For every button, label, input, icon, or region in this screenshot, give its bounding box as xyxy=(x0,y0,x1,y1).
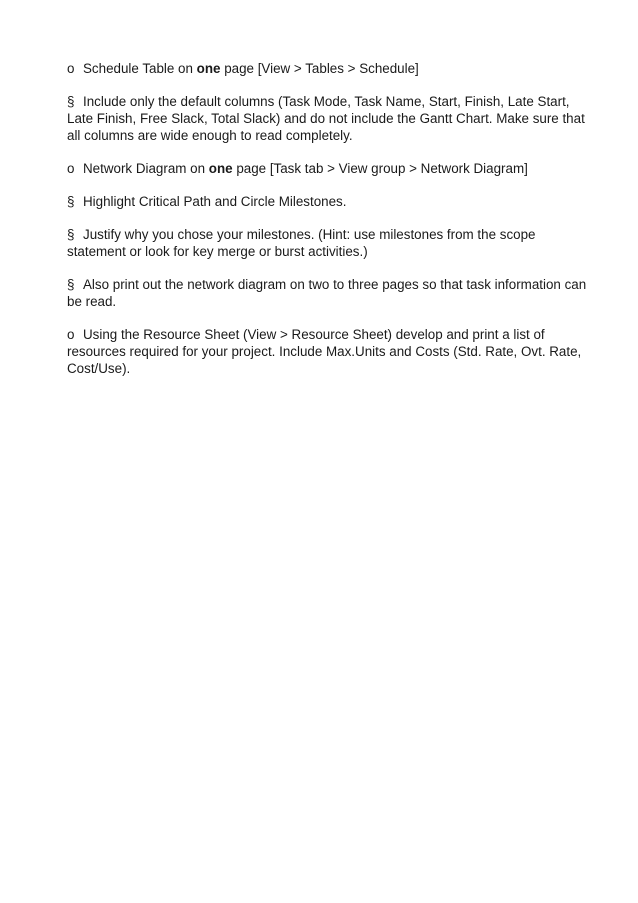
bold-text: one xyxy=(196,61,221,76)
list-item-critical-path xyxy=(67,193,587,210)
list-item-schedule-table xyxy=(67,60,587,77)
paragraph-text: Highlight Critical Path and Circle Milestones. xyxy=(83,194,347,209)
section-marker: § xyxy=(67,277,75,292)
paragraph-text: Also print out the network diagram on two to three pages so that task information can be read. xyxy=(67,277,587,309)
paragraph-text: Justify why you chose your milestones. (Hint: use milestones from the scope statement or look for key merge or burst activities.) xyxy=(67,227,536,259)
section-marker: § xyxy=(67,227,75,242)
section-marker: § xyxy=(67,94,75,109)
paragraph-text: page [Task tab > View group > Network Diagram] xyxy=(232,161,528,176)
paragraph-text: Using the Resource Sheet (View > Resource Sheet) develop and print a list of resources required for your project. Include Max.Units and Costs (Std. Rate, Ovt. Rate, Cost/Use). xyxy=(67,327,582,376)
bold-text: one xyxy=(208,161,233,176)
paragraph-text: page [View > Tables > Schedule] xyxy=(220,61,419,76)
list-item-print-network xyxy=(67,276,587,310)
section-marker: § xyxy=(67,194,75,209)
list-item-default-columns xyxy=(67,93,587,144)
list-item-network-diagram xyxy=(67,160,587,177)
bullet-marker: o xyxy=(67,327,75,342)
list-item-resource-sheet xyxy=(67,326,587,377)
paragraph-text: Include only the default columns (Task Mode, Task Name, Start, Finish, Late Start, Late Finish, Free Slack, Total Slack) and do not include the Gantt Chart. Make sure that all columns are wide enough to read completely. xyxy=(67,94,585,143)
document-body xyxy=(67,60,587,393)
paragraph-text: Schedule Table on xyxy=(83,61,197,76)
list-item-justify-milestones xyxy=(67,226,587,260)
bullet-marker: o xyxy=(67,161,75,176)
paragraph-text: Network Diagram on xyxy=(83,161,209,176)
bullet-marker: o xyxy=(67,61,75,76)
